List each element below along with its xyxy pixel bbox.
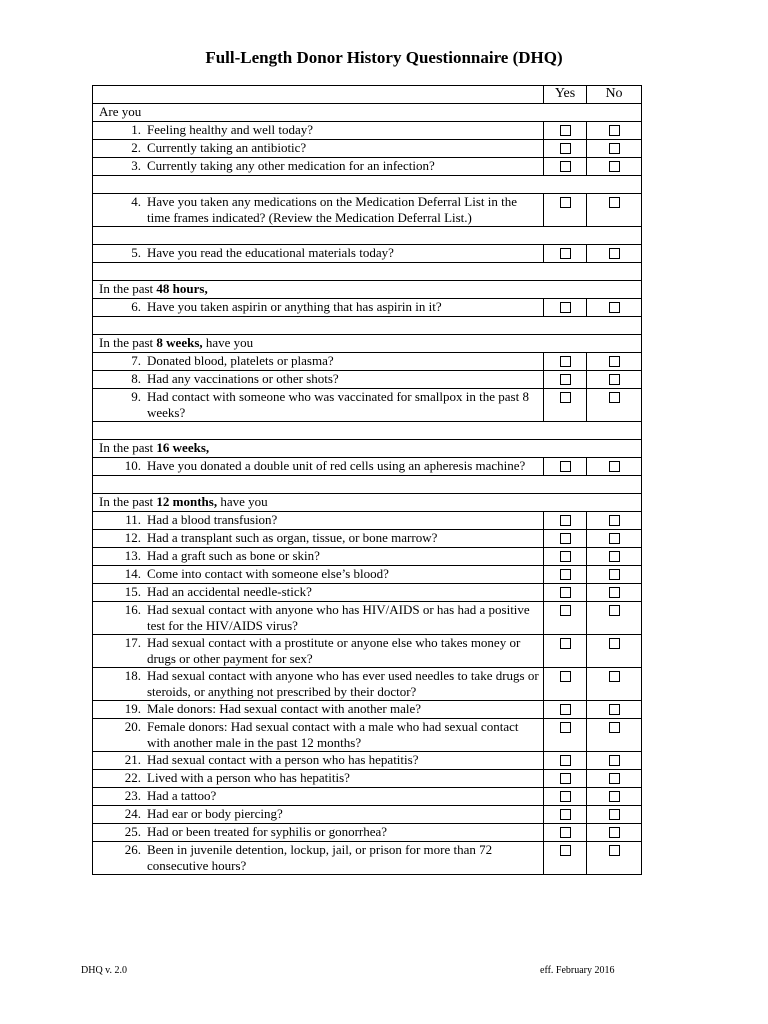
spacer-row [93, 176, 642, 194]
no-checkbox[interactable] [609, 143, 620, 154]
yes-checkbox[interactable] [560, 356, 571, 367]
yes-cell [544, 122, 587, 140]
question-cell [93, 602, 544, 635]
question-number: 6. [131, 299, 141, 314]
no-checkbox[interactable] [609, 704, 620, 715]
yes-cell [544, 701, 587, 719]
question-row [93, 806, 642, 824]
question-number: 21. [124, 752, 141, 767]
question-number: 10. [124, 458, 141, 473]
no-checkbox[interactable] [609, 356, 620, 367]
section-heading [93, 494, 642, 512]
question-row [93, 353, 642, 371]
question-cell [93, 635, 544, 668]
question-row [93, 584, 642, 602]
question-row [93, 602, 642, 635]
section-heading-text: have you [202, 335, 254, 350]
no-checkbox[interactable] [609, 392, 620, 403]
question-row [93, 371, 642, 389]
question-cell [93, 788, 544, 806]
yes-checkbox[interactable] [560, 125, 571, 136]
yes-checkbox[interactable] [560, 755, 571, 766]
no-cell [587, 245, 642, 263]
question-number: 12. [124, 530, 141, 545]
question-cell [93, 371, 544, 389]
section-heading-text: In the past [99, 440, 157, 455]
question-cell [93, 245, 544, 263]
yes-checkbox[interactable] [560, 605, 571, 616]
question-row [93, 548, 642, 566]
yes-checkbox[interactable] [560, 161, 571, 172]
yes-checkbox[interactable] [560, 587, 571, 598]
yes-cell [544, 140, 587, 158]
question-cell [93, 389, 544, 422]
spacer-cell [93, 263, 642, 281]
section-heading-row [93, 281, 642, 299]
no-checkbox[interactable] [609, 125, 620, 136]
no-cell [587, 566, 642, 584]
yes-cell [544, 458, 587, 476]
yes-checkbox[interactable] [560, 704, 571, 715]
no-checkbox[interactable] [609, 197, 620, 208]
question-text: Had ear or body piercing? [147, 806, 283, 821]
spacer-row [93, 317, 642, 335]
question-cell [93, 770, 544, 788]
question-row [93, 389, 642, 422]
yes-cell [544, 548, 587, 566]
question-cell [93, 299, 544, 317]
yes-cell [544, 824, 587, 842]
section-heading-row [93, 104, 642, 122]
question-text: Donated blood, platelets or plasma? [147, 353, 334, 368]
no-cell [587, 602, 642, 635]
question-number: 26. [124, 842, 141, 857]
no-cell [587, 530, 642, 548]
no-cell [587, 788, 642, 806]
question-text: Come into contact with someone else’s blood? [147, 566, 389, 581]
header-blank-cell [93, 86, 544, 104]
yes-cell [544, 389, 587, 422]
no-cell [587, 752, 642, 770]
question-cell [93, 719, 544, 752]
question-text: Had a transplant such as organ, tissue, or bone marrow? [147, 530, 438, 545]
question-number: 24. [124, 806, 141, 821]
yes-cell [544, 752, 587, 770]
yes-checkbox[interactable] [560, 791, 571, 802]
no-checkbox[interactable] [609, 845, 620, 856]
yes-cell [544, 668, 587, 701]
question-row [93, 299, 642, 317]
yes-cell [544, 566, 587, 584]
question-number: 8. [131, 371, 141, 386]
no-checkbox[interactable] [609, 587, 620, 598]
section-heading-emphasis: 12 months, [156, 494, 218, 509]
question-row [93, 788, 642, 806]
yes-cell [544, 584, 587, 602]
question-cell [93, 584, 544, 602]
question-number: 18. [124, 668, 141, 683]
question-text: Currently taking any other medication for an infection? [147, 158, 435, 173]
question-row [93, 824, 642, 842]
question-row [93, 158, 642, 176]
question-row [93, 530, 642, 548]
question-number: 25. [124, 824, 141, 839]
question-text: Had a blood transfusion? [147, 512, 278, 527]
section-heading-text: In the past [99, 494, 157, 509]
question-number: 11. [125, 512, 141, 527]
section-heading-text: Are you [99, 104, 142, 119]
question-text: Feeling healthy and well today? [147, 122, 314, 137]
no-checkbox[interactable] [609, 248, 620, 259]
spacer-cell [93, 227, 642, 245]
no-cell [587, 371, 642, 389]
question-row [93, 245, 642, 263]
spacer-row [93, 227, 642, 245]
question-number: 14. [124, 566, 141, 581]
yes-cell [544, 635, 587, 668]
question-row [93, 752, 642, 770]
question-text: Had a graft such as bone or skin? [147, 548, 320, 563]
question-text: Female donors: Had sexual contact with a male who had sexual contact with another male in the past 12 months? [147, 719, 519, 750]
question-number: 7. [131, 353, 141, 368]
footer-effective-date: eff. February 2016 [540, 965, 615, 976]
no-cell [587, 842, 642, 875]
question-cell [93, 842, 544, 875]
question-text: Have you taken any medications on the Medication Deferral List in the time frames indicated? (Review the Medication Deferral List.) [147, 194, 518, 225]
column-header-yes: Yes [544, 86, 587, 104]
question-row [93, 635, 642, 668]
question-number: 2. [131, 140, 141, 155]
footer-version: DHQ v. 2.0 [81, 965, 128, 976]
section-heading [93, 440, 642, 458]
yes-cell [544, 158, 587, 176]
yes-cell [544, 194, 587, 227]
yes-checkbox[interactable] [560, 392, 571, 403]
no-checkbox[interactable] [609, 671, 620, 682]
section-heading-emphasis: 48 hours, [156, 281, 208, 296]
question-text: Had a tattoo? [147, 788, 217, 803]
question-text: Had or been treated for syphilis or gonorrhea? [147, 824, 388, 839]
question-row [93, 194, 642, 227]
no-checkbox[interactable] [609, 722, 620, 733]
yes-checkbox[interactable] [560, 197, 571, 208]
question-row [93, 512, 642, 530]
yes-checkbox[interactable] [560, 248, 571, 259]
yes-checkbox[interactable] [560, 845, 571, 856]
no-checkbox[interactable] [609, 791, 620, 802]
yes-cell [544, 245, 587, 263]
question-cell [93, 668, 544, 701]
question-number: 19. [124, 701, 141, 716]
no-checkbox[interactable] [609, 161, 620, 172]
question-text: Currently taking an antibiotic? [147, 140, 307, 155]
yes-checkbox[interactable] [560, 569, 571, 580]
no-checkbox[interactable] [609, 638, 620, 649]
yes-checkbox[interactable] [560, 302, 571, 313]
no-checkbox[interactable] [609, 374, 620, 385]
no-cell [587, 548, 642, 566]
section-heading-emphasis: 16 weeks, [156, 440, 210, 455]
page-title: Full-Length Donor History Questionnaire (DHQ) [205, 48, 563, 67]
yes-cell [544, 788, 587, 806]
no-cell [587, 158, 642, 176]
no-checkbox[interactable] [609, 551, 620, 562]
question-text: Had sexual contact with a person who has hepatitis? [147, 752, 419, 767]
yes-cell [544, 602, 587, 635]
no-cell [587, 140, 642, 158]
question-row [93, 458, 642, 476]
question-cell [93, 548, 544, 566]
question-cell [93, 140, 544, 158]
no-cell [587, 389, 642, 422]
no-cell [587, 512, 642, 530]
section-heading [93, 281, 642, 299]
no-cell [587, 353, 642, 371]
yes-checkbox[interactable] [560, 551, 571, 562]
question-cell [93, 806, 544, 824]
yes-checkbox[interactable] [560, 374, 571, 385]
no-checkbox[interactable] [609, 533, 620, 544]
question-text: Male donors: Had sexual contact with another male? [147, 701, 421, 716]
question-row [93, 566, 642, 584]
spacer-cell [93, 176, 642, 194]
section-heading-row [93, 335, 642, 353]
question-text: Have you taken aspirin or anything that has aspirin in it? [147, 299, 442, 314]
no-checkbox[interactable] [609, 755, 620, 766]
question-number: 22. [124, 770, 141, 785]
question-cell [93, 530, 544, 548]
questionnaire-table [92, 85, 642, 875]
yes-checkbox[interactable] [560, 809, 571, 820]
yes-checkbox[interactable] [560, 638, 571, 649]
yes-cell [544, 353, 587, 371]
question-cell [93, 158, 544, 176]
yes-checkbox[interactable] [560, 143, 571, 154]
no-checkbox[interactable] [609, 809, 620, 820]
yes-checkbox[interactable] [560, 461, 571, 472]
question-number: 5. [131, 245, 141, 260]
no-checkbox[interactable] [609, 773, 620, 784]
question-cell [93, 566, 544, 584]
yes-cell [544, 806, 587, 824]
question-row [93, 122, 642, 140]
question-cell [93, 353, 544, 371]
spacer-cell [93, 422, 642, 440]
question-number: 16. [124, 602, 141, 617]
column-header-no: No [587, 86, 642, 104]
no-checkbox[interactable] [609, 515, 620, 526]
question-number: 3. [131, 158, 141, 173]
no-cell [587, 668, 642, 701]
question-number: 4. [131, 194, 141, 209]
question-text: Lived with a person who has hepatitis? [147, 770, 350, 785]
question-text: Had an accidental needle-stick? [147, 584, 312, 599]
no-cell [587, 584, 642, 602]
spacer-cell [93, 476, 642, 494]
question-row [93, 842, 642, 875]
yes-checkbox[interactable] [560, 671, 571, 682]
no-cell [587, 122, 642, 140]
question-text: Been in juvenile detention, lockup, jail, or prison for more than 72 consecutive hours? [147, 842, 493, 873]
yes-cell [544, 719, 587, 752]
question-row [93, 668, 642, 701]
question-row [93, 701, 642, 719]
question-cell [93, 194, 544, 227]
yes-cell [544, 371, 587, 389]
no-checkbox[interactable] [609, 461, 620, 472]
no-checkbox[interactable] [609, 302, 620, 313]
no-cell [587, 635, 642, 668]
question-number: 9. [131, 389, 141, 404]
question-text: Had any vaccinations or other shots? [147, 371, 339, 386]
no-cell [587, 194, 642, 227]
no-checkbox[interactable] [609, 827, 620, 838]
question-cell [93, 122, 544, 140]
question-row [93, 770, 642, 788]
column-header-row [93, 86, 642, 104]
question-row [93, 719, 642, 752]
yes-checkbox[interactable] [560, 773, 571, 784]
question-number: 15. [124, 584, 141, 599]
yes-checkbox[interactable] [560, 827, 571, 838]
question-text: Have you donated a double unit of red cells using an apheresis machine? [147, 458, 526, 473]
question-text: Had sexual contact with a prostitute or anyone else who takes money or drugs or other payment for sex? [147, 635, 521, 666]
question-cell [93, 824, 544, 842]
question-text: Had contact with someone who was vaccinated for smallpox in the past 8 weeks? [147, 389, 529, 420]
section-heading-row [93, 494, 642, 512]
question-number: 1. [131, 122, 141, 137]
yes-cell [544, 842, 587, 875]
question-cell [93, 701, 544, 719]
question-text: Had sexual contact with anyone who has ever used needles to take drugs or steroids, or anything not prescribed by their doctor? [147, 668, 539, 699]
spacer-row [93, 422, 642, 440]
question-cell [93, 512, 544, 530]
yes-checkbox[interactable] [560, 515, 571, 526]
no-cell [587, 458, 642, 476]
yes-cell [544, 299, 587, 317]
yes-cell [544, 530, 587, 548]
section-heading-row [93, 440, 642, 458]
yes-cell [544, 512, 587, 530]
question-number: 13. [124, 548, 141, 563]
question-number: 17. [124, 635, 141, 650]
section-heading [93, 335, 642, 353]
question-number: 20. [124, 719, 141, 734]
no-cell [587, 824, 642, 842]
no-cell [587, 806, 642, 824]
section-heading-text: In the past [99, 335, 157, 350]
section-heading-text: In the past [99, 281, 157, 296]
spacer-row [93, 476, 642, 494]
question-number: 23. [124, 788, 141, 803]
question-text: Had sexual contact with anyone who has HIV/AIDS or has had a positive test for the HIV/AIDS virus? [147, 602, 530, 633]
question-cell [93, 458, 544, 476]
question-row [93, 140, 642, 158]
no-cell [587, 719, 642, 752]
spacer-cell [93, 317, 642, 335]
section-heading-emphasis: 8 weeks, [156, 335, 203, 350]
question-cell [93, 752, 544, 770]
no-cell [587, 299, 642, 317]
no-cell [587, 770, 642, 788]
no-checkbox[interactable] [609, 605, 620, 616]
no-cell [587, 701, 642, 719]
yes-cell [544, 770, 587, 788]
section-heading-text: have you [217, 494, 268, 509]
spacer-row [93, 263, 642, 281]
no-checkbox[interactable] [609, 569, 620, 580]
section-heading [93, 104, 642, 122]
yes-checkbox[interactable] [560, 722, 571, 733]
yes-checkbox[interactable] [560, 533, 571, 544]
question-text: Have you read the educational materials today? [147, 245, 394, 260]
